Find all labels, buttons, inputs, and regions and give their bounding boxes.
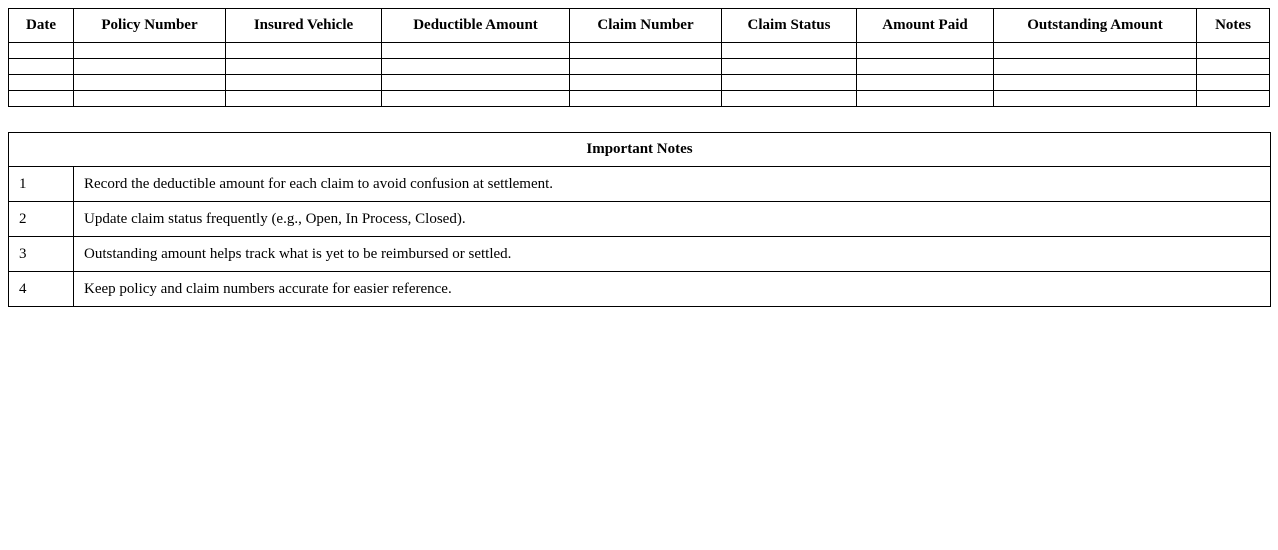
claim-cell[interactable] <box>382 91 570 107</box>
claim-cell[interactable] <box>382 43 570 59</box>
claim-cell[interactable] <box>994 59 1197 75</box>
claim-cell[interactable] <box>857 59 994 75</box>
claim-cell[interactable] <box>74 75 226 91</box>
claim-cell[interactable] <box>570 75 722 91</box>
note-row <box>9 202 1271 237</box>
note-number: 2 <box>9 202 74 237</box>
claim-cell[interactable] <box>994 91 1197 107</box>
claim-row <box>9 59 1270 75</box>
header-date: Date <box>9 9 74 43</box>
header-outstanding-amount: Outstanding Amount <box>994 9 1197 43</box>
claim-cell[interactable] <box>9 59 74 75</box>
claim-row <box>9 91 1270 107</box>
claim-cell[interactable] <box>994 43 1197 59</box>
note-row <box>9 237 1271 272</box>
claim-cell[interactable] <box>1197 91 1270 107</box>
header-insured-vehicle: Insured Vehicle <box>226 9 382 43</box>
note-number: 3 <box>9 237 74 272</box>
note-row <box>9 272 1271 307</box>
note-text: Keep policy and claim numbers accurate for easier reference. <box>74 272 1271 307</box>
notes-title: Important Notes <box>9 133 1271 167</box>
header-policy-number: Policy Number <box>74 9 226 43</box>
claim-cell[interactable] <box>9 91 74 107</box>
claim-cell[interactable] <box>857 75 994 91</box>
claims-header-row <box>9 9 1270 43</box>
claim-cell[interactable] <box>74 59 226 75</box>
note-number: 4 <box>9 272 74 307</box>
note-text: Record the deductible amount for each claim to avoid confusion at settlement. <box>74 167 1271 202</box>
claim-cell[interactable] <box>722 91 857 107</box>
claim-cell[interactable] <box>1197 75 1270 91</box>
claim-cell[interactable] <box>857 43 994 59</box>
claim-cell[interactable] <box>74 91 226 107</box>
claim-cell[interactable] <box>570 43 722 59</box>
header-notes: Notes <box>1197 9 1270 43</box>
claim-cell[interactable] <box>570 91 722 107</box>
claim-cell[interactable] <box>9 43 74 59</box>
claim-cell[interactable] <box>9 75 74 91</box>
note-text: Update claim status frequently (e.g., Open, In Process, Closed). <box>74 202 1271 237</box>
claim-row <box>9 75 1270 91</box>
note-text: Outstanding amount helps track what is yet to be reimbursed or settled. <box>74 237 1271 272</box>
header-claim-status: Claim Status <box>722 9 857 43</box>
notes-title-row <box>9 133 1271 167</box>
header-amount-paid: Amount Paid <box>857 9 994 43</box>
claim-cell[interactable] <box>570 59 722 75</box>
claim-cell[interactable] <box>1197 43 1270 59</box>
note-number: 1 <box>9 167 74 202</box>
claim-row <box>9 43 1270 59</box>
notes-body <box>9 167 1271 307</box>
claims-body <box>9 43 1270 107</box>
claims-table <box>8 8 1270 107</box>
claim-cell[interactable] <box>1197 59 1270 75</box>
claim-cell[interactable] <box>226 59 382 75</box>
claim-cell[interactable] <box>722 43 857 59</box>
claim-cell[interactable] <box>857 91 994 107</box>
claim-cell[interactable] <box>382 59 570 75</box>
claim-cell[interactable] <box>226 43 382 59</box>
header-claim-number: Claim Number <box>570 9 722 43</box>
claim-cell[interactable] <box>226 91 382 107</box>
claim-cell[interactable] <box>722 75 857 91</box>
claim-cell[interactable] <box>994 75 1197 91</box>
claim-cell[interactable] <box>226 75 382 91</box>
header-deductible-amount: Deductible Amount <box>382 9 570 43</box>
note-row <box>9 167 1271 202</box>
claim-cell[interactable] <box>74 43 226 59</box>
claim-cell[interactable] <box>722 59 857 75</box>
claim-cell[interactable] <box>382 75 570 91</box>
notes-table <box>8 132 1271 307</box>
